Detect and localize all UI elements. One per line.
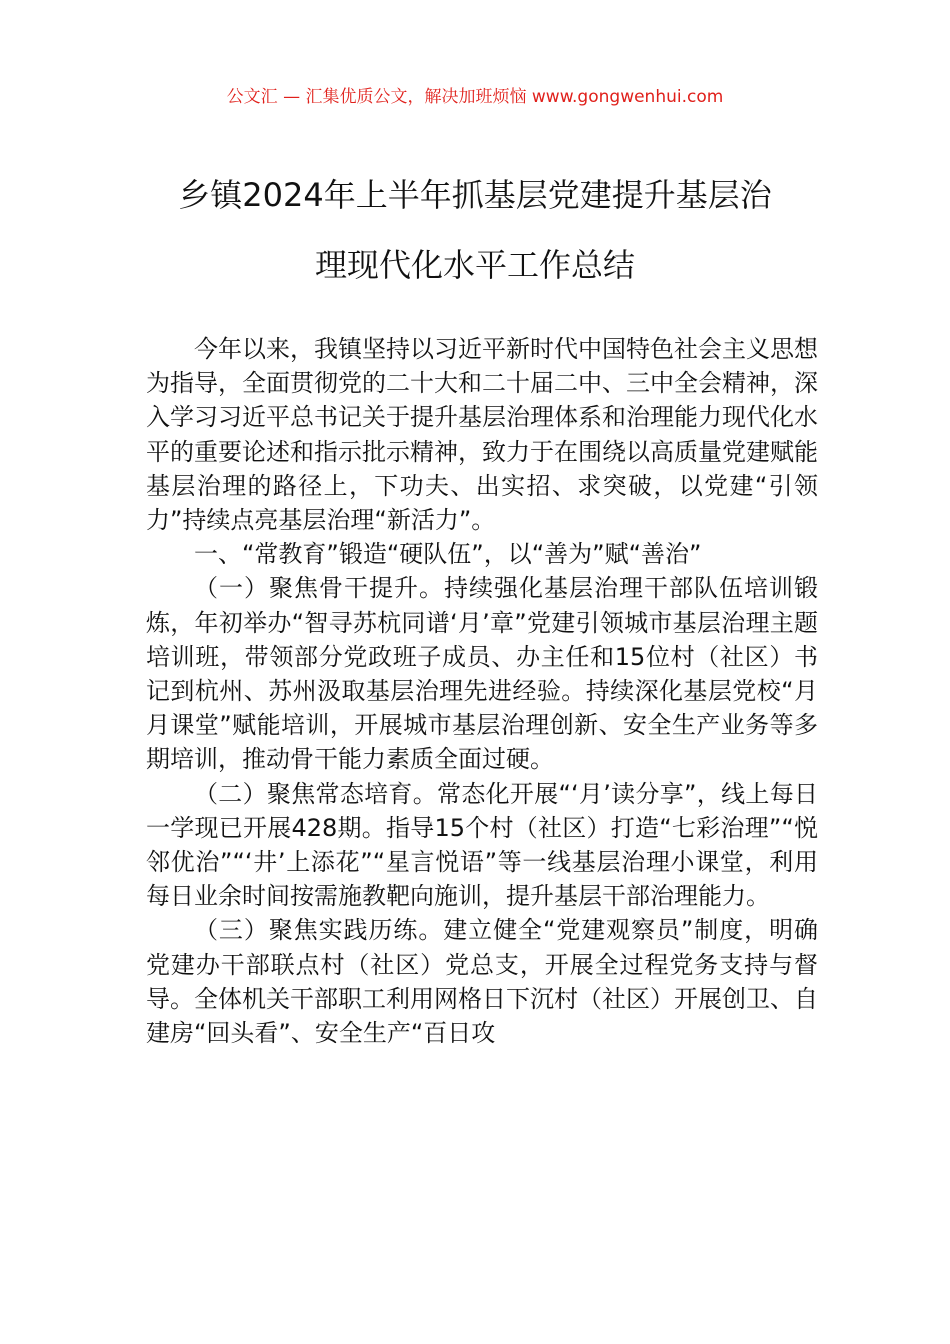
document-title — [120, 160, 830, 300]
header-banner: 公文汇 — 汇集优质公文，解决加班烦恼 www.gongwenhui.com — [226, 87, 724, 107]
subsection-paragraph-2: （二）聚焦常态培育。常态化开展“‘月’读分享”，线上每日一学现已开展428期。指导15个村（社区）打造“七彩治理”“悦邻优治”“‘井’上添花”“星言悦语”等一线基层治理小课堂，利用每日业余时间按需施教靶向施训，提升基层干部治理能力。 — [146, 779, 818, 911]
subsection-paragraph-3: （三）聚焦实践历练。建立健全“党建观察员”制度，明确党建办干部联点村（社区）党总支，开展全过程党务支持与督导。全体机关干部职工利用网格日下沉村（社区）开展创卫、自建房“回头看”、安全生产“百日攻 — [146, 916, 818, 1048]
section-heading-1: 一、“常教育”锻造“硬队伍”，以“善为”赋“善治” — [194, 540, 702, 569]
title-line-2: 理现代化水平工作总结 — [314, 246, 635, 284]
title-line-1: 乡镇2024年上半年抓基层党建提升基层治 — [178, 176, 772, 214]
subsection-paragraph-1: （一）聚焦骨干提升。持续强化基层治理干部队伍培训锻炼，年初举办“智寻苏杭同谱‘月’章”党建引领城市基层治理主题培训班，带领部分党政班子成员、办主任和15位村（社区）书记到杭州、苏州汲取基层治理先进经验。持续深化基层党校“月月课堂”赋能培训，开展城市基层治理创新、安全生产业务等多期培训，推动骨干能力素质全面过硬。 — [146, 574, 818, 774]
document-body — [146, 332, 818, 1050]
intro-paragraph: 今年以来，我镇坚持以习近平新时代中国特色社会主义思想为指导，全面贯彻党的二十大和二十届二中、三中全会精神，深入学习习近平总书记关于提升基层治理体系和治理能力现代化水平的重要论述和指示批示精神，致力于在围绕以高质量党建赋能基层治理的路径上，下功夫、出实招、求突破，以党建“引领力”持续点亮基层治理“新活力”。 — [146, 335, 818, 535]
